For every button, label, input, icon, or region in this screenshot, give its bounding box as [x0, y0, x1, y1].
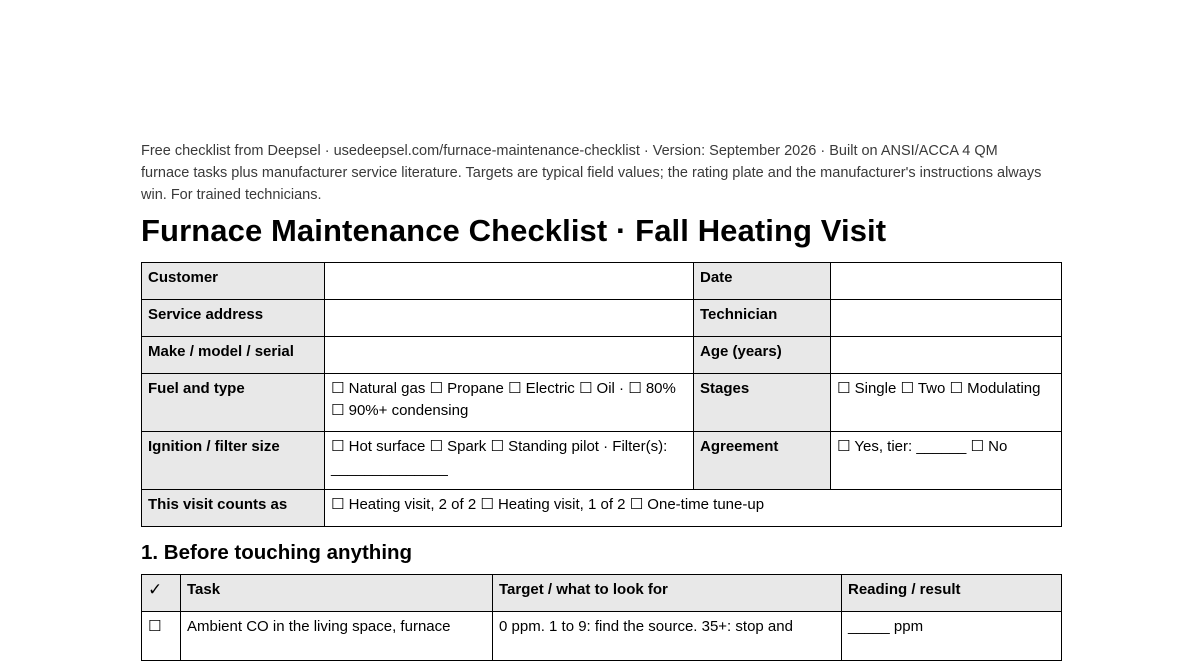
intro-text: Free checklist from Deepsel · usedeepsel.com/furnace-maintenance-checklist · Version: September 2026 · Built on ANSI/ACCA 4 QM furnace tasks plus manufacturer service literature. Targets are typical field values; the rating plate and the manufacturer's instructions always win. For trained technicians.: [141, 143, 1042, 203]
info-row-customer: [142, 263, 1062, 300]
visit-label: This visit counts as: [142, 490, 325, 527]
address-field[interactable]: [325, 300, 694, 337]
fuel-options[interactable]: ☐ Natural gas ☐ Propane ☐ Electric ☐ Oil · ☐ 80% ☐ 90%+ condensing: [325, 374, 694, 432]
model-label: Make / model / serial: [142, 337, 325, 374]
visit-options[interactable]: ☐ Heating visit, 2 of 2 ☐ Heating visit, 1 of 2 ☐ One-time tune-up: [325, 490, 1062, 527]
reading-column-header: Reading / result: [842, 575, 1062, 612]
row-target: 0 ppm. 1 to 9: find the source. 35+: stop and: [493, 612, 842, 661]
row-checkbox[interactable]: ☐: [142, 612, 181, 661]
stages-label: Stages: [694, 374, 831, 432]
task-column-header: Task: [181, 575, 493, 612]
check-column-header: ✓: [142, 575, 181, 612]
agreement-label: Agreement: [694, 432, 831, 490]
info-table: [141, 262, 1062, 527]
age-label: Age (years): [694, 337, 831, 374]
info-row-ignition: [142, 432, 1062, 490]
info-row-model: [142, 337, 1062, 374]
ignition-options[interactable]: ☐ Hot surface ☐ Spark ☐ Standing pilot · Filter(s): ______________: [325, 432, 694, 490]
section-1-header-row: [142, 575, 1062, 612]
model-field[interactable]: [325, 337, 694, 374]
technician-field[interactable]: [831, 300, 1062, 337]
stages-options[interactable]: ☐ Single ☐ Two ☐ Modulating: [831, 374, 1062, 432]
technician-label: Technician: [694, 300, 831, 337]
table-row: [142, 612, 1062, 661]
fuel-label: Fuel and type: [142, 374, 325, 432]
section-1-table: [141, 574, 1062, 661]
address-label: Service address: [142, 300, 325, 337]
age-field[interactable]: [831, 337, 1062, 374]
target-column-header: Target / what to look for: [493, 575, 842, 612]
row-reading[interactable]: _____ ppm: [842, 612, 1062, 661]
info-row-fuel: [142, 374, 1062, 432]
customer-label: Customer: [142, 263, 325, 300]
section-1-heading: 1. Before touching anything: [141, 541, 413, 564]
date-field[interactable]: [831, 263, 1062, 300]
agreement-options[interactable]: ☐ Yes, tier: ______ ☐ No: [831, 432, 1062, 490]
checklist-page: [141, 140, 1061, 661]
page-title: Furnace Maintenance Checklist · Fall Heating Visit: [141, 213, 887, 248]
info-row-address: [142, 300, 1062, 337]
ignition-label: Ignition / filter size: [142, 432, 325, 490]
info-row-visit: [142, 490, 1062, 527]
date-label: Date: [694, 263, 831, 300]
customer-field[interactable]: [325, 263, 694, 300]
row-task: Ambient CO in the living space, furnace: [181, 612, 493, 661]
